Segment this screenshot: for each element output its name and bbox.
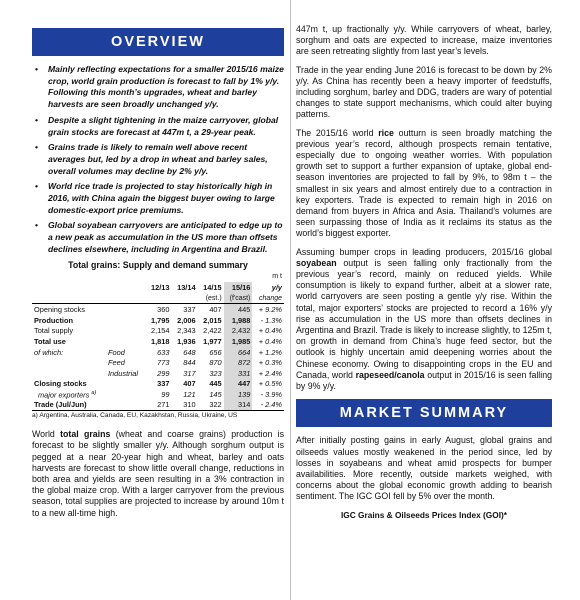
overview-bullet: • Mainly reflecting expectations for a smaller 2015/16 maize crop, world grain production is forecast to fall by 1% y/y. Following this month’s upgrades, wheat and barley harvests are seen broadly unchanged y/y.: [35, 64, 284, 110]
bullet-icon: •: [35, 142, 39, 153]
col-header: 14/15: [203, 282, 222, 292]
col-header: 15/16: [224, 282, 253, 293]
soyabean-paragraph: Assuming bumper crops in leading producers, 2015/16 global soyabean output is seen falling only fractionally from the previous year’s record, mainly on reduced yields. While consumption is likely to expand further, albeit at a slower rate, world carryovers are seen posting a gentle y/y rise. Within the total, major exporters’ stocks are projected to record a 16% y/y rise as accumulation in the US more than offsets declines in Argentina and Brazil. Trade is likely to increase slightly, to 125m t, on growth in demand from China’s huge feed sector, but the outlook is highly uncertain amid deepening worries about the Chinese economy. Owing to disappointing crops in the EU and Canada, world rapeseed/canola output in 2015/16 is seen falling by 9% y/y.: [296, 246, 552, 392]
col-subheader: (est.): [205, 294, 222, 302]
table-row: Trade (Jul/Jun) 271 310 322 314 - 2.4%: [34, 400, 282, 410]
col-header: 13/14: [177, 282, 196, 292]
bullet-icon: •: [35, 114, 39, 125]
right-column: [296, 24, 552, 520]
table-row: major exporters $^{a)}$ 99 121 145 139 - 3.9%: [38, 389, 282, 400]
overview-banner: OVERVIEW: [32, 28, 284, 56]
overview-bullet: • Despite a slight tightening in the maize carryover, global grain stocks are forecast at 447m t, a 29-year peak.: [35, 114, 279, 137]
table-subheader-row: [32, 293, 284, 304]
table-row: Total use 1,818 1,936 1,977 1,985 + 0.4%: [34, 336, 282, 346]
table-title: Total grains: Supply and demand summary: [68, 259, 248, 270]
market-summary-banner: MARKET SUMMARY: [296, 399, 552, 427]
col-subheader: (f'cast): [224, 293, 253, 304]
table-unit: m t: [272, 273, 282, 281]
table-footnote: a) Argentina, Australia, Canada, EU, Kazakhstan, Russia, Ukraine, US: [32, 412, 238, 420]
overview-bullet: • Global soyabean carryovers are anticipated to edge up to a new peak as accumulation in the US more than offsets declines elsewhere, including in Argentina and Brazil.: [35, 220, 283, 254]
table-header-row: [32, 282, 284, 293]
left-column: [32, 28, 284, 526]
col-header: 12/13: [151, 282, 170, 292]
rice-paragraph: The 2015/16 world rice outturn is seen broadly matching the previous year’s record, although prospects remain tentative, especially due to ongoing weather worries. With population growth set to support a further expansion of uptake, global end-season inventories are projected to fall by 9%, to 98m t – the smallest in six years and almost entirely due to a contraction in key exporters. Trade is expected to remain high in 2016 on demand from buyers in Africa and Asia. Thailand’s volumes are seen surpassing those of India as it reclaims its status as the world’s biggest exporter.: [296, 127, 552, 239]
table-row: Production 1,795 2,006 2,015 1,988 - 1.3%: [34, 315, 282, 325]
market-summary-paragraph: After initially posting gains in early August, global grains and oilseeds values mostly weakened in the period since, led by losses in soyabeans and wheat amid prospects for bumper availabilities. More recently, outside markets weighed, with concerns about the global economic growth adding to bearish sentiment. The IGC GOI fell by 5% over the month.: [296, 435, 552, 502]
table-row: of which: Food 633 648 656 664 + 1.2%: [34, 347, 282, 357]
trade-paragraph: Trade in the year ending June 2016 is forecast to be down by 2% y/y. As China has recently been a heavy importer of feedstuffs, including sorghum, barley and DDG, traders are wary of potential changes to state support mechanisms, which could alter buying patterns.: [296, 64, 552, 120]
table-row: Closing stocks 337 407 445 447 + 0.5%: [34, 379, 282, 389]
overview-bullet: • Grains trade is likely to remain well above recent averages but, led by a drop in wheat and barley sales, overall volumes may decline by 2% y/y.: [35, 142, 268, 176]
supply-demand-table: [32, 272, 284, 412]
column-divider: [290, 0, 291, 600]
total-grains-paragraph: World total grains (wheat and coarse grains) production is forecast to be slightly smaller y/y. Although sorghum output is pegged at a near 20-year high and wheat, barley and oats harvests are forecast to show little overall change, reductions in both area and yields are seen resulting in a 3% contraction in the global maize crop. With a larger carryover from the previous season, total supplies are projected to increase by around 10m t to a new all-time high.: [32, 429, 284, 518]
bullet-icon: •: [35, 181, 39, 192]
overview-bullet: • World rice trade is projected to stay historically high in 2016, with China again the biggest buyer owing to large domestic-export price premiums.: [35, 181, 275, 215]
table-row: Opening stocks 360 337 407 445 + 9.2%: [34, 305, 282, 315]
stocks-paragraph: 447m t, up fractionally y/y. While carryovers of wheat, barley, sorghum and oats are expected to increase, maize inventories are seen retreating slightly from last year’s levels.: [296, 24, 552, 57]
bullet-icon: •: [35, 64, 39, 74]
col-subheader: change: [259, 294, 282, 302]
table-row: Total supply 2,154 2,343 2,422 2,432 + 0.4%: [34, 326, 282, 336]
table-row: Feed 773 844 870 872 + 0.3%: [108, 358, 282, 368]
overview-bullets: [32, 64, 284, 256]
goi-chart-title: IGC Grains & Oilseeds Prices Index (GOI)*: [341, 509, 507, 520]
bullet-icon: •: [35, 220, 39, 231]
table-row: Industrial 299 317 323 331 + 2.4%: [108, 368, 282, 378]
col-header: y/y: [271, 282, 282, 292]
unit-row: [32, 272, 284, 283]
